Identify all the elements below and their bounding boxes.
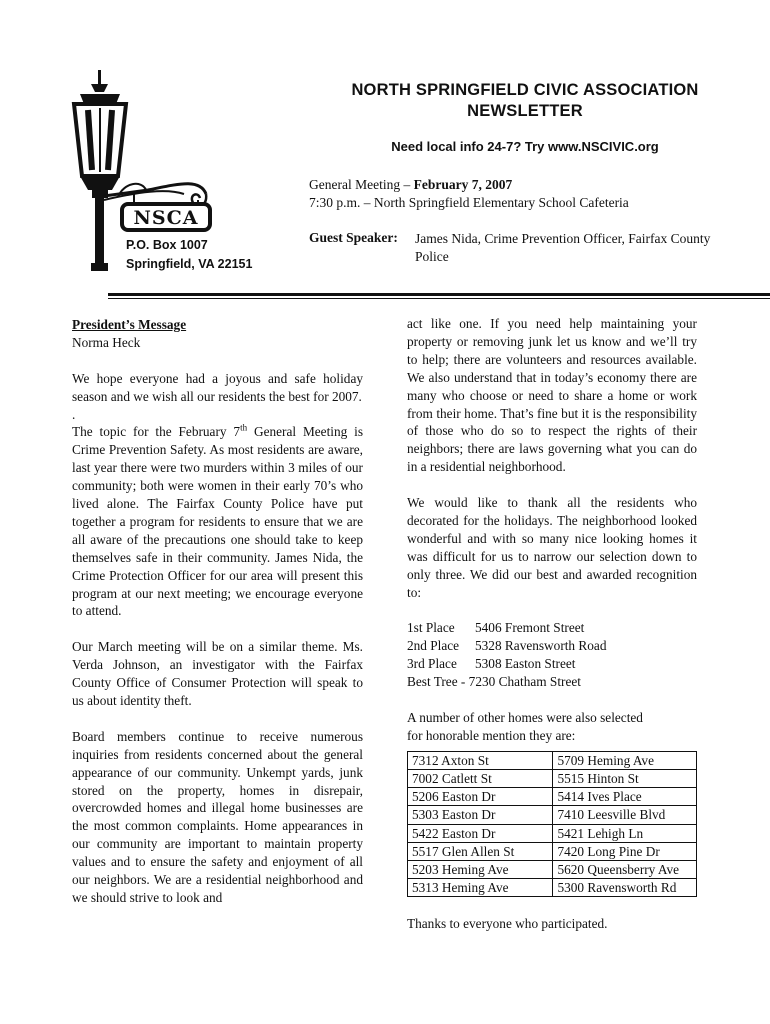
thanks-line: Thanks to everyone who participated. (407, 916, 608, 932)
table-row: 5422 Easton Dr 5421 Lehigh Ln (408, 824, 697, 842)
pm-paragraph-1: We hope everyone had a joyous and safe holiday season and we wish all our residents the best for 2007. (72, 370, 363, 404)
presidents-message-heading: President’s Message (72, 317, 187, 332)
table-row: 5303 Easton Dr 7410 Leesville Blvd (408, 806, 697, 824)
winner-row: 2nd Place 5328 Ravensworth Road (407, 638, 607, 654)
right-column (407, 315, 697, 933)
newsletter-title-line2: NEWSLETTER (467, 102, 583, 120)
table-row: 7002 Catlett St 5515 Hinton St (408, 769, 697, 787)
honorable-mention-table (407, 751, 697, 898)
rc-paragraph-2: We would like to thank all the residents who decorated for the holidays. The neighborhood looked wonderful and with so many nice looking homes it was difficult for us to narrow our selection down to only three. We did our best and awarded recognition to: (407, 495, 697, 600)
header-divider (108, 293, 770, 296)
po-box: P.O. Box 1007 (126, 238, 208, 252)
header-divider-thin (108, 298, 770, 299)
pm-paragraph-4: Board members continue to receive numerous inquiries from residents concerned about the general appearance of our community. Unkempt yards, junk stored on the property, homes in disrepair, overcrowded homes and illegal home businesses are the most common complaints. Home appearances in our community are important to maintain property values and to ensure the safety and enjoyment of all our neighbors. We are a residential neighborhood and we should strive to look and (72, 728, 363, 905)
meeting-date: February 7, 2007 (413, 177, 513, 192)
table-row: 5203 Heming Ave 5620 Queensberry Ave (408, 860, 697, 878)
presidents-message (72, 316, 363, 907)
presidents-message-author: Norma Heck (72, 334, 141, 350)
winners-list (407, 619, 697, 691)
table-row: 5206 Easton Dr 5414 Ives Place (408, 788, 697, 806)
pm-dot: . (72, 406, 76, 422)
honorable-intro-2: for honorable mention they are: (407, 727, 576, 743)
speaker-label: Guest Speaker: (309, 230, 398, 245)
table-row: 5517 Glen Allen St 7420 Long Pine Dr (408, 842, 697, 860)
winner-row: 1st Place 5406 Fremont Street (407, 620, 585, 636)
table-row: 5313 Heming Ave 5300 Ravensworth Rd (408, 879, 697, 897)
pm-paragraph-2: The topic for the February 7th General Meeting is Crime Prevention Safety. As most residents are aware, last year there were two murders within 3 miles of our community; both were women in their early 70’s who lived alone. The Fairfax County Police have put together a program for residents to ensure that we are all aware of the precautions one should take to keep themselves safe in their community. James Nida, the Crime Protection Officer for our area will present this program at our next meeting; we encourage everyone to attend. (72, 423, 364, 619)
winner-row: 3rd Place 5308 Easton Street (407, 656, 576, 672)
nsca-badge: NSCA (133, 207, 199, 229)
meeting-prefix: General Meeting – (309, 177, 414, 192)
speaker-text: James Nida, Crime Prevention Officer, Fairfax County Police (415, 231, 711, 264)
website-info: Need local info 24-7? Try www.NSCIVIC.org (391, 139, 659, 154)
newsletter-title-line1: NORTH SPRINGFIELD CIVIC ASSOCIATION (351, 81, 699, 99)
meeting-time-place: 7:30 p.m. – North Springfield Elementary School Cafeteria (309, 195, 629, 210)
rc-paragraph-1: act like one. If you need help maintaining your property or removing junk let us know and we’ll try to help; there are volunteers and resources available. We also understand that in today’s economy there are many who choose or need to share a home or work from their home. That’s fine but it is the responsibility of those who do so to respect the rights of their neighbors; there are laws governing what you can do in a residential neighborhood. (407, 316, 697, 475)
pm-paragraph-3: Our March meeting will be on a similar theme. Ms. Verda Johnson, an investigator with the Fairfax County Office of Consumer Protection will speak to us about identity theft. (72, 639, 363, 708)
best-tree: Best Tree - 7230 Chatham Street (407, 674, 581, 690)
honorable-intro-1: A number of other homes were also selected (407, 709, 643, 725)
meeting-date-line (309, 176, 512, 194)
table-row: 7312 Axton St 5709 Heming Ave (408, 751, 697, 769)
city-line: Springfield, VA 22151 (126, 257, 253, 271)
